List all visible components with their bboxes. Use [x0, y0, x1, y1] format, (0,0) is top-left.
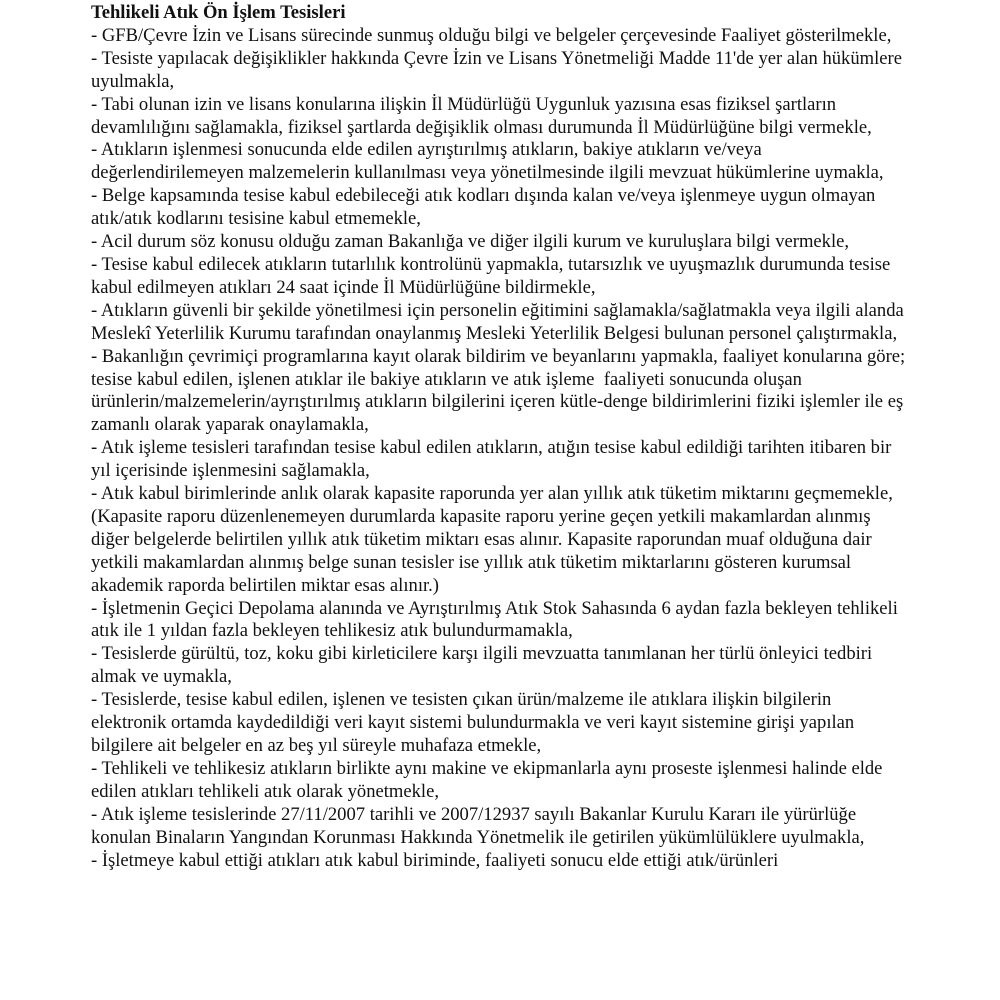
- paragraph-text: - Atık işleme tesislerinde 27/11/2007 tarihli ve 2007/12937 sayılı Bakanlar Kurulu Kararı ile yürürlüğe konulan Binaların Yangından Korunması Hakkında Yönetmelik ile getirilen yükümlülüklere uyulmakla,: [91, 803, 865, 848]
- paragraph-text: - Tesislerde gürültü, toz, koku gibi kirleticilere karşı ilgili mevzuatta tanımlanan her türlü önleyici tedbiri almak ve uymakla,: [91, 643, 877, 688]
- list-item-waste-codes: [91, 185, 911, 231]
- list-item-changes: [91, 48, 911, 94]
- paragraph-text: - Tehlikeli ve tehlikesiz atıkların birlikte aynı makine ve ekipmanlarla aynı proseste işlenmesi halinde elde edilen atıkları tehlikeli atık olarak yönetmekle,: [91, 757, 888, 802]
- paragraph-text: - Atıkların güvenli bir şekilde yönetilmesi için personelin eğitimini sağlamakla/sağlatmakla veya ilgili alanda Meslekî Yeterlilik Kurumu tarafından onaylanmış Mesleki Yeterlilik Belgesi bulunan personel çalıştırmakla,: [91, 299, 909, 344]
- list-item-capacity-report: [91, 483, 911, 598]
- paragraph-text: - Tesislerde, tesise kabul edilen, işlenen ve tesisten çıkan ürün/malzeme ile atıklara ilişkin bilgilerin elektronik ortamda kaydedildiği veri kayıt sistemi bulundurmakla ve veri kayıt sistemine girişi yapılan bilgilere ait belgeler en az beş yıl süreyle muhafaza etmekle,: [91, 689, 859, 756]
- paragraph-text: - Bakanlığın çevrimiçi programlarına kayıt olarak bildirim ve beyanlarını yapmakla, faaliyet konularına göre; tesise kabul edilen, işlenen atıklar ile bakiye atıkların ve atık işleme faaliyeti sonucunda oluşan ürünlerin/malzemelerin/ayrıştırılmış atıkların bilgilerini içeren kütle-denge bildirimlerini fiziki işlemler ile eş zamanlı olarak yaparak onaylamakla,: [91, 345, 910, 436]
- paragraph-text: - Tabi olunan izin ve lisans konularına ilişkin İl Müdürlüğü Uygunluk yazısına esas fiziksel şartların devamlılığını sağlamakla, fiziksel şartlarda değişiklik olması durumunda İl Müdürlüğüne bilgi vermekle,: [91, 93, 872, 138]
- document-title: Tehlikeli Atık Ön İşlem Tesisleri: [91, 2, 346, 23]
- list-item-mixed-processing: [91, 758, 911, 804]
- list-item-temporary-storage: [91, 598, 911, 644]
- paragraph-text: - İşletmeye kabul ettiği atıkları atık kabul biriminde, faaliyeti sonucu elde ettiği atık/ürünleri: [91, 849, 779, 871]
- list-item-physical-conditions: [91, 94, 911, 140]
- list-item-acceptance-unit: [91, 850, 911, 873]
- paragraph-text: - GFB/Çevre İzin ve Lisans sürecinde sunmuş olduğu bilgi ve belgeler çerçevesinde Faaliyet gösterilmekle,: [91, 24, 892, 46]
- list-item-one-year-processing: [91, 437, 911, 483]
- paragraph-text: - Acil durum söz konusu olduğu zaman Bakanlığa ve diğer ilgili kurum ve kuruluşlara bilgi vermekle,: [91, 231, 850, 253]
- paragraph-text: - Tesise kabul edilecek atıkların tutarlılık kontrolünü yapmakla, tutarsızlık ve uyuşmazlık durumunda tesise kabul edilmeyen atıkları 24 saat içinde İl Müdürlüğüne bildirmekle,: [91, 253, 895, 298]
- document-page: [91, 2, 911, 872]
- list-item-personnel-training: [91, 300, 911, 346]
- paragraph-text: - Atık işleme tesisleri tarafından tesise kabul edilen atıkların, atığın tesise kabul edildiği tarihten itibaren bir yıl içerisinde işlenmesini sağlamakla,: [91, 437, 896, 482]
- list-item-emergency: [91, 231, 911, 254]
- list-item-gfb: [91, 25, 911, 48]
- paragraph-text: - Belge kapsamında tesise kabul edebileceği atık kodları dışında kalan ve/veya işlenmeye uygun olmayan atık/atık kodlarını tesisine kabul etmemekle,: [91, 185, 880, 230]
- list-item-consistency-check: [91, 254, 911, 300]
- paragraph-text: - Atık kabul birimlerinde anlık olarak kapasite raporunda yer alan yıllık atık tüketim miktarını geçmemekle, (Kapasite raporu düzenlenemeyen durumlarda kapasite raporu yerine geçen yetkili makamlardan alınmış diğer belgelerde belirtilen yıllık atık tüketim miktarı esas alınır. Kapasite raporundan muaf olduğuna dair yetkili makamlardan alınmış belge sunan tesisler ise yıllık atık tüketim miktarlarını gösteren kurumsal akademik raporda belirtilen miktar esas alınır.): [91, 483, 898, 596]
- list-item-pollutants: [91, 643, 911, 689]
- list-item-data-records: [91, 689, 911, 758]
- paragraph-text: - İşletmenin Geçici Depolama alanında ve Ayrıştırılmış Atık Stok Sahasında 6 aydan fazla bekleyen tehlikeli atık ile 1 yıldan fazla bekleyen tehlikesiz atık bulundurmamakla,: [91, 597, 903, 642]
- paragraph-text: - Tesiste yapılacak değişiklikler hakkında Çevre İzin ve Lisans Yönetmeliği Madde 11'de yer alan hükümlere uyulmakla,: [91, 47, 907, 92]
- list-item-separated-waste: [91, 139, 911, 185]
- list-item-online-reporting: [91, 346, 911, 438]
- list-item-fire-protection: [91, 804, 911, 850]
- paragraph-text: - Atıkların işlenmesi sonucunda elde edilen ayrıştırılmış atıkların, bakiye atıkların ve/veya değerlendirilemeyen malzemelerin kullanılması veya yönetilmesinde ilgili mevzuat hükümlerine uymakla,: [91, 139, 884, 184]
